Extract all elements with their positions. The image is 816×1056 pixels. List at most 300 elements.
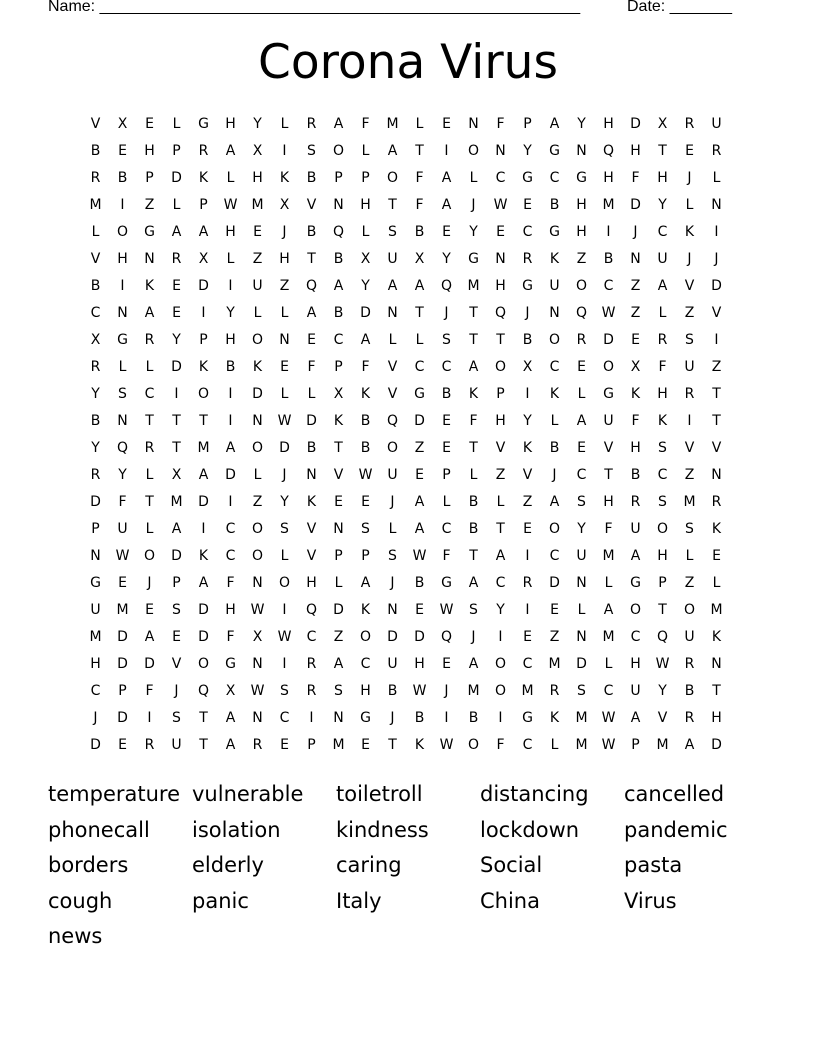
grid-letter: J	[444, 683, 449, 699]
grid-letter: N	[576, 575, 587, 591]
grid-letter: Z	[495, 467, 506, 483]
grid-letter: Y	[172, 332, 181, 348]
grid-letter: B	[360, 413, 371, 429]
grid-letter: L	[442, 494, 451, 510]
grid-letter: Z	[630, 278, 641, 294]
grid-letter: F	[631, 170, 640, 186]
grid-letter: S	[685, 332, 694, 348]
grid-letter: L	[577, 386, 586, 402]
grid-letter: C	[657, 467, 668, 483]
grid-letter: N	[549, 305, 560, 321]
grid-letter: O	[386, 170, 399, 186]
grid-letter: B	[387, 683, 398, 699]
grid-letter: N	[144, 251, 155, 267]
word-list-item: kindness	[336, 817, 429, 842]
grid-letter: I	[444, 143, 449, 159]
grid-letter: T	[469, 305, 478, 321]
grid-letter: I	[687, 413, 692, 429]
grid-letter: C	[495, 575, 506, 591]
grid-letter: K	[414, 737, 425, 753]
grid-letter: P	[145, 170, 154, 186]
grid-letter: W	[439, 602, 454, 618]
grid-letter: H	[630, 440, 641, 456]
grid-letter: D	[198, 278, 209, 294]
grid-letter: J	[525, 305, 530, 321]
grid-letter: U	[630, 683, 641, 699]
grid-letter: L	[334, 575, 343, 591]
grid-letter: J	[633, 224, 638, 240]
grid-letter: Q	[305, 278, 318, 294]
grid-letter: D	[171, 548, 182, 564]
grid-letter: L	[469, 170, 478, 186]
grid-letter: S	[577, 494, 586, 510]
grid-letter: H	[576, 224, 587, 240]
grid-letter: A	[171, 521, 182, 537]
grid-letter: N	[468, 116, 479, 132]
grid-letter: B	[441, 386, 452, 402]
grid-letter: T	[388, 197, 397, 213]
grid-letter: Z	[576, 251, 587, 267]
grid-letter: W	[412, 683, 427, 699]
grid-letter: R	[306, 683, 317, 699]
grid-letter: J	[714, 251, 719, 267]
grid-letter: Y	[577, 116, 586, 132]
grid-letter: R	[684, 656, 695, 672]
grid-row	[82, 597, 730, 624]
grid-letter: U	[252, 278, 263, 294]
grid-letter: Y	[361, 278, 370, 294]
grid-letter: E	[550, 602, 559, 618]
grid-letter: B	[549, 197, 560, 213]
grid-letter: U	[549, 278, 560, 294]
grid-letter: W	[115, 548, 130, 564]
grid-letter: S	[172, 602, 181, 618]
grid-letter: O	[494, 359, 507, 375]
grid-letter: P	[658, 575, 667, 591]
word-list-item: vulnerable	[192, 782, 304, 806]
grid-letter: M	[467, 683, 480, 699]
grid-letter: X	[657, 116, 668, 132]
grid-letter: X	[117, 116, 128, 132]
grid-letter: K	[198, 359, 209, 375]
grid-letter: E	[442, 656, 451, 672]
word-list	[48, 777, 768, 955]
grid-letter: Q	[386, 413, 399, 429]
grid-letter: X	[279, 197, 290, 213]
grid-letter: E	[712, 548, 721, 564]
grid-letter: I	[606, 224, 611, 240]
grid-letter: R	[306, 656, 317, 672]
grid-letter: L	[280, 386, 289, 402]
grid-letter: D	[90, 737, 101, 753]
grid-letter: O	[494, 683, 507, 699]
grid-letter: W	[601, 305, 616, 321]
grid-letter: I	[282, 656, 287, 672]
grid-letter: L	[712, 170, 721, 186]
grid-letter: S	[442, 332, 451, 348]
grid-letter: Z	[630, 305, 641, 321]
grid-letter: L	[550, 737, 559, 753]
grid-letter: F	[496, 116, 505, 132]
grid-letter: D	[360, 305, 371, 321]
grid-letter: N	[252, 575, 263, 591]
grid-letter: N	[711, 197, 722, 213]
grid-row	[82, 354, 730, 381]
grid-letter: N	[711, 467, 722, 483]
grid-letter: Z	[711, 359, 722, 375]
grid-letter: K	[522, 440, 533, 456]
grid-letter: I	[201, 521, 206, 537]
grid-letter: E	[415, 602, 424, 618]
grid-letter: K	[630, 386, 641, 402]
grid-letter: L	[577, 602, 586, 618]
grid-letter: K	[468, 386, 479, 402]
grid-letter: L	[604, 656, 613, 672]
grid-letter: E	[118, 737, 127, 753]
grid-letter: R	[684, 116, 695, 132]
grid-letter: K	[252, 359, 263, 375]
grid-letter: G	[414, 386, 425, 402]
word-list-item: news	[48, 924, 103, 948]
grid-letter: P	[334, 359, 343, 375]
grid-letter: O	[116, 224, 129, 240]
grid-letter: W	[439, 737, 454, 753]
grid-letter: N	[90, 548, 101, 564]
grid-letter: S	[172, 710, 181, 726]
name-field-label: Name: ______________________________________________________	[48, 0, 581, 15]
grid-letter: G	[603, 386, 614, 402]
grid-letter: G	[198, 116, 209, 132]
grid-letter: D	[414, 413, 425, 429]
grid-letter: T	[712, 386, 721, 402]
grid-letter: E	[577, 359, 586, 375]
grid-letter: V	[90, 116, 101, 132]
grid-letter: A	[414, 278, 425, 294]
grid-letter: L	[685, 197, 694, 213]
grid-letter: B	[90, 413, 101, 429]
grid-letter: H	[603, 116, 614, 132]
grid-letter: T	[658, 143, 667, 159]
grid-letter: B	[306, 224, 317, 240]
grid-letter: B	[468, 494, 479, 510]
grid-letter: A	[468, 359, 479, 375]
grid-letter: I	[120, 197, 125, 213]
grid-letter: B	[414, 224, 425, 240]
grid-letter: Y	[118, 467, 127, 483]
grid-letter: Y	[496, 602, 505, 618]
grid-letter: V	[171, 656, 182, 672]
grid-letter: D	[117, 629, 128, 645]
word-list-item: lockdown	[480, 817, 580, 842]
grid-letter: K	[198, 548, 209, 564]
grid-letter: A	[225, 710, 236, 726]
grid-letter: B	[630, 467, 641, 483]
grid-letter: K	[360, 386, 371, 402]
grid-letter: N	[117, 413, 128, 429]
grid-letter: U	[387, 467, 398, 483]
grid-letter: I	[174, 386, 179, 402]
grid-letter: N	[333, 197, 344, 213]
grid-letter: R	[711, 143, 722, 159]
grid-letter: K	[711, 629, 722, 645]
grid-letter: A	[360, 332, 371, 348]
grid-letter: J	[444, 305, 449, 321]
grid-letter: U	[387, 656, 398, 672]
grid-letter: I	[147, 710, 152, 726]
word-list-item: cancelled	[624, 782, 725, 806]
grid-letter: U	[684, 359, 695, 375]
grid-letter: U	[657, 251, 668, 267]
grid-row	[82, 462, 730, 489]
grid-letter: R	[90, 170, 101, 186]
grid-letter: R	[549, 683, 560, 699]
grid-letter: O	[197, 656, 210, 672]
grid-letter: C	[495, 170, 506, 186]
grid-letter: C	[90, 305, 101, 321]
grid-letter: A	[468, 575, 479, 591]
grid-letter: C	[90, 683, 101, 699]
grid-letter: E	[172, 278, 181, 294]
grid-letter: B	[549, 440, 560, 456]
grid-letter: N	[387, 602, 398, 618]
grid-letter: H	[360, 683, 371, 699]
grid-letter: D	[117, 656, 128, 672]
grid-letter: R	[171, 251, 182, 267]
grid-letter: K	[333, 413, 344, 429]
grid-letter: T	[199, 737, 208, 753]
grid-letter: R	[522, 575, 533, 591]
grid-letter: L	[145, 521, 154, 537]
grid-letter: D	[630, 116, 641, 132]
grid-letter: H	[657, 386, 668, 402]
grid-letter: H	[117, 251, 128, 267]
grid-letter: A	[468, 656, 479, 672]
grid-letter: L	[415, 116, 424, 132]
grid-letter: W	[655, 656, 670, 672]
grid-letter: J	[471, 629, 476, 645]
grid-letter: H	[279, 251, 290, 267]
grid-letter: W	[601, 737, 616, 753]
grid-letter: H	[360, 197, 371, 213]
grid-letter: M	[683, 494, 696, 510]
grid-letter: J	[687, 251, 692, 267]
grid-letter: A	[630, 548, 641, 564]
word-list-item: Italy	[336, 888, 382, 913]
grid-letter: N	[576, 629, 587, 645]
grid-letter: H	[252, 170, 263, 186]
grid-letter: A	[414, 494, 425, 510]
grid-letter: D	[198, 494, 209, 510]
grid-letter: A	[495, 548, 506, 564]
grid-letter: L	[550, 413, 559, 429]
grid-row	[82, 678, 730, 705]
grid-letter: P	[334, 170, 343, 186]
grid-letter: Z	[252, 251, 263, 267]
grid-letter: J	[552, 467, 557, 483]
grid-letter: O	[359, 629, 372, 645]
grid-letter: A	[387, 143, 398, 159]
grid-letter: K	[657, 413, 668, 429]
grid-letter: T	[199, 413, 208, 429]
grid-letter: S	[577, 683, 586, 699]
grid-letter: K	[360, 602, 371, 618]
grid-letter: X	[360, 251, 371, 267]
grid-letter: L	[172, 116, 181, 132]
grid-letter: G	[522, 170, 533, 186]
grid-letter: G	[144, 224, 155, 240]
grid-letter: L	[712, 575, 721, 591]
grid-letter: H	[657, 170, 668, 186]
grid-letter: Z	[684, 305, 695, 321]
grid-letter: F	[442, 548, 451, 564]
grid-letter: M	[602, 629, 615, 645]
grid-letter: S	[334, 683, 343, 699]
grid-letter: C	[630, 629, 641, 645]
grid-letter: G	[549, 143, 560, 159]
grid-letter: D	[711, 278, 722, 294]
grid-letter: J	[687, 170, 692, 186]
grid-letter: J	[174, 683, 179, 699]
grid-letter: V	[306, 548, 317, 564]
grid-letter: I	[309, 710, 314, 726]
grid-letter: P	[118, 683, 127, 699]
grid-letter: X	[252, 143, 263, 159]
grid-letter: O	[251, 548, 264, 564]
grid-letter: O	[467, 143, 480, 159]
grid-letter: E	[307, 332, 316, 348]
grid-letter: T	[712, 683, 721, 699]
grid-letter: C	[549, 548, 560, 564]
grid-letter: A	[360, 575, 371, 591]
grid-letter: Y	[226, 305, 235, 321]
grid-letter: V	[711, 305, 722, 321]
grid-letter: H	[306, 575, 317, 591]
grid-letter: T	[388, 737, 397, 753]
grid-letter: D	[603, 332, 614, 348]
grid-letter: Q	[440, 278, 453, 294]
grid-letter: D	[549, 575, 560, 591]
grid-letter: O	[278, 575, 291, 591]
grid-letter: D	[117, 710, 128, 726]
grid-letter: F	[469, 413, 478, 429]
grid-letter: I	[228, 278, 233, 294]
word-list-item: Virus	[624, 888, 677, 913]
word-list-item: China	[480, 888, 540, 913]
grid-letter: E	[118, 575, 127, 591]
page-title: Corona Virus	[258, 35, 558, 90]
grid-letter: G	[576, 170, 587, 186]
grid-letter: S	[361, 521, 370, 537]
grid-letter: D	[225, 467, 236, 483]
grid-letter: W	[601, 710, 616, 726]
grid-letter: P	[361, 548, 370, 564]
grid-letter: U	[576, 548, 587, 564]
grid-letter: N	[252, 710, 263, 726]
grid-letter: L	[604, 575, 613, 591]
grid-letter: E	[280, 737, 289, 753]
grid-letter: M	[602, 548, 615, 564]
grid-letter: S	[658, 440, 667, 456]
grid-letter: I	[498, 710, 503, 726]
grid-letter: V	[657, 710, 668, 726]
grid-letter: D	[306, 413, 317, 429]
grid-row	[82, 489, 730, 516]
grid-letter: H	[603, 494, 614, 510]
grid-letter: D	[198, 602, 209, 618]
grid-letter: L	[226, 170, 235, 186]
grid-letter: X	[90, 332, 101, 348]
grid-letter: J	[93, 710, 98, 726]
grid-letter: A	[603, 602, 614, 618]
grid-letter: W	[223, 197, 238, 213]
grid-row	[82, 381, 730, 408]
grid-letter: V	[495, 440, 506, 456]
grid-letter: M	[575, 737, 588, 753]
grid-letter: C	[603, 278, 614, 294]
grid-letter: T	[496, 521, 505, 537]
grid-letter: U	[90, 602, 101, 618]
grid-letter: L	[658, 305, 667, 321]
grid-letter: P	[334, 548, 343, 564]
grid-letter: M	[575, 710, 588, 726]
grid-letter: E	[685, 143, 694, 159]
grid-row	[82, 705, 730, 732]
grid-letter: G	[441, 575, 452, 591]
grid-letter: O	[548, 521, 561, 537]
grid-letter: O	[251, 521, 264, 537]
grid-letter: N	[630, 251, 641, 267]
grid-letter: B	[117, 170, 128, 186]
grid-letter: I	[282, 602, 287, 618]
grid-letter: E	[442, 440, 451, 456]
grid-letter: I	[525, 386, 530, 402]
grid-letter: H	[144, 143, 155, 159]
grid-letter: W	[250, 602, 265, 618]
grid-row	[82, 327, 730, 354]
grid-row	[82, 300, 730, 327]
grid-letter: Y	[91, 440, 100, 456]
grid-letter: H	[711, 710, 722, 726]
word-list-item: panic	[192, 888, 249, 913]
grid-letter: C	[522, 224, 533, 240]
grid-letter: T	[469, 548, 478, 564]
grid-letter: J	[282, 224, 287, 240]
grid-letter: H	[657, 548, 668, 564]
grid-letter: K	[198, 170, 209, 186]
grid-letter: G	[522, 278, 533, 294]
grid-letter: H	[225, 602, 236, 618]
grid-letter: L	[388, 521, 397, 537]
grid-letter: R	[657, 332, 668, 348]
grid-letter: B	[360, 440, 371, 456]
grid-letter: F	[631, 413, 640, 429]
grid-letter: D	[144, 656, 155, 672]
grid-letter: P	[91, 521, 100, 537]
grid-letter: A	[225, 737, 236, 753]
grid-letter: O	[251, 332, 264, 348]
grid-letter: C	[549, 359, 560, 375]
grid-letter: Y	[469, 224, 478, 240]
grid-letter: L	[172, 197, 181, 213]
grid-letter: D	[279, 440, 290, 456]
grid-letter: N	[333, 521, 344, 537]
grid-letter: V	[603, 440, 614, 456]
grid-letter: E	[442, 413, 451, 429]
grid-letter: W	[412, 548, 427, 564]
grid-letter: H	[603, 170, 614, 186]
grid-letter: L	[253, 467, 262, 483]
grid-row	[82, 273, 730, 300]
